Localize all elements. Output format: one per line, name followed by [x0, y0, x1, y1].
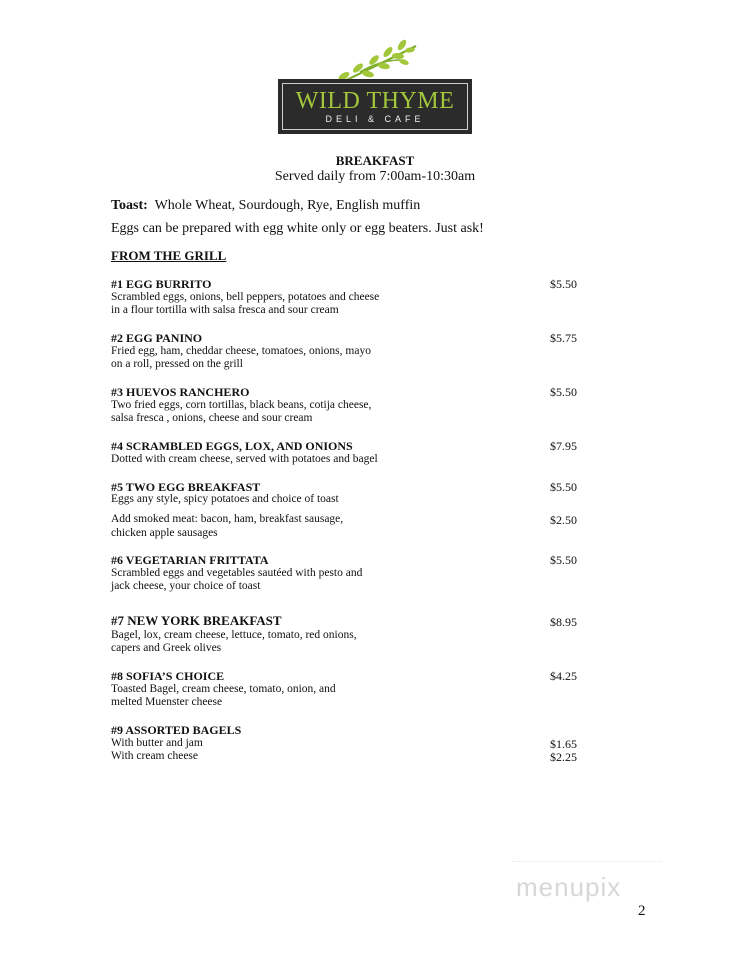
item-description: on a roll, pressed on the grill	[111, 358, 243, 370]
addon-description: chicken apple sausages	[111, 527, 218, 539]
menu-title: BREAKFAST	[335, 153, 415, 168]
item-price: $1.65	[550, 737, 577, 751]
addon-price: $2.50	[550, 513, 577, 527]
watermark: menupix	[516, 872, 622, 902]
served-hours: Served daily from 7:00am-10:30am	[274, 169, 476, 184]
item-description: salsa fresca , onions, cheese and sour cream	[111, 412, 313, 424]
addon-description: Add smoked meat: bacon, ham, breakfast sausage,	[111, 513, 344, 525]
item-description: Fried egg, ham, cheddar cheese, tomatoes, onions, mayo	[111, 345, 371, 357]
logo	[278, 79, 472, 134]
item-name: #8 SOFIA’S CHOICE	[111, 669, 225, 683]
item-name: #5 TWO EGG BREAKFAST	[111, 480, 261, 494]
toast-label: Toast:	[111, 198, 148, 213]
item-name: #9 ASSORTED BAGELS	[111, 723, 242, 737]
item-description: With butter and jam	[111, 737, 203, 749]
item-description: capers and Greek olives	[111, 642, 222, 654]
item-name: #3 HUEVOS RANCHERO	[111, 385, 250, 399]
watermark-divider	[512, 861, 662, 862]
item-name: #2 EGG PANINO	[111, 331, 203, 345]
item-price: $5.50	[550, 385, 577, 399]
item-price: $5.50	[550, 277, 577, 291]
item-description: Two fried eggs, corn tortillas, black beans, cotija cheese,	[111, 399, 372, 411]
page-number: 2	[638, 903, 646, 919]
section-title: FROM THE GRILL	[111, 248, 227, 263]
item-description: Scrambled eggs, onions, bell peppers, potatoes and cheese	[111, 291, 380, 303]
item-name: #7 NEW YORK BREAKFAST	[111, 613, 282, 628]
toast-options	[111, 198, 420, 214]
item-price: $8.95	[550, 615, 577, 629]
toast-list: Whole Wheat, Sourdough, Rye, English muffin	[154, 198, 421, 213]
logo-name: WILD THYME	[295, 88, 455, 114]
item-price: $5.75	[550, 331, 577, 345]
eggs-note: Eggs can be prepared with egg white only or egg beaters. Just ask!	[111, 221, 484, 236]
item-name: #1 EGG BURRITO	[111, 277, 212, 291]
item-description: Bagel, lox, cream cheese, lettuce, tomato, red onions,	[111, 629, 357, 641]
item-description: Toasted Bagel, cream cheese, tomato, onion, and	[111, 683, 336, 695]
logo-subtitle: DELI & CAFE	[325, 114, 425, 124]
item-description: Scrambled eggs and vegetables sautéed with pesto and	[111, 567, 363, 579]
item-price: $7.95	[550, 439, 577, 453]
item-name: #4 SCRAMBLED EGGS, LOX, AND ONIONS	[111, 439, 353, 453]
item-description: in a flour tortilla with salsa fresca and sour cream	[111, 304, 339, 316]
item-price: $5.50	[550, 553, 577, 567]
item-description: Dotted with cream cheese, served with potatoes and bagel	[111, 453, 378, 465]
item-name: #6 VEGETARIAN FRITTATA	[111, 553, 269, 567]
item-description: Eggs any style, spicy potatoes and choice of toast	[111, 493, 339, 505]
item-description: With cream cheese	[111, 750, 199, 762]
item-description: jack cheese, your choice of toast	[111, 580, 261, 592]
item-price: $2.25	[550, 750, 577, 764]
item-price: $4.25	[550, 669, 577, 683]
item-price: $5.50	[550, 480, 577, 494]
item-description: melted Muenster cheese	[111, 696, 223, 708]
